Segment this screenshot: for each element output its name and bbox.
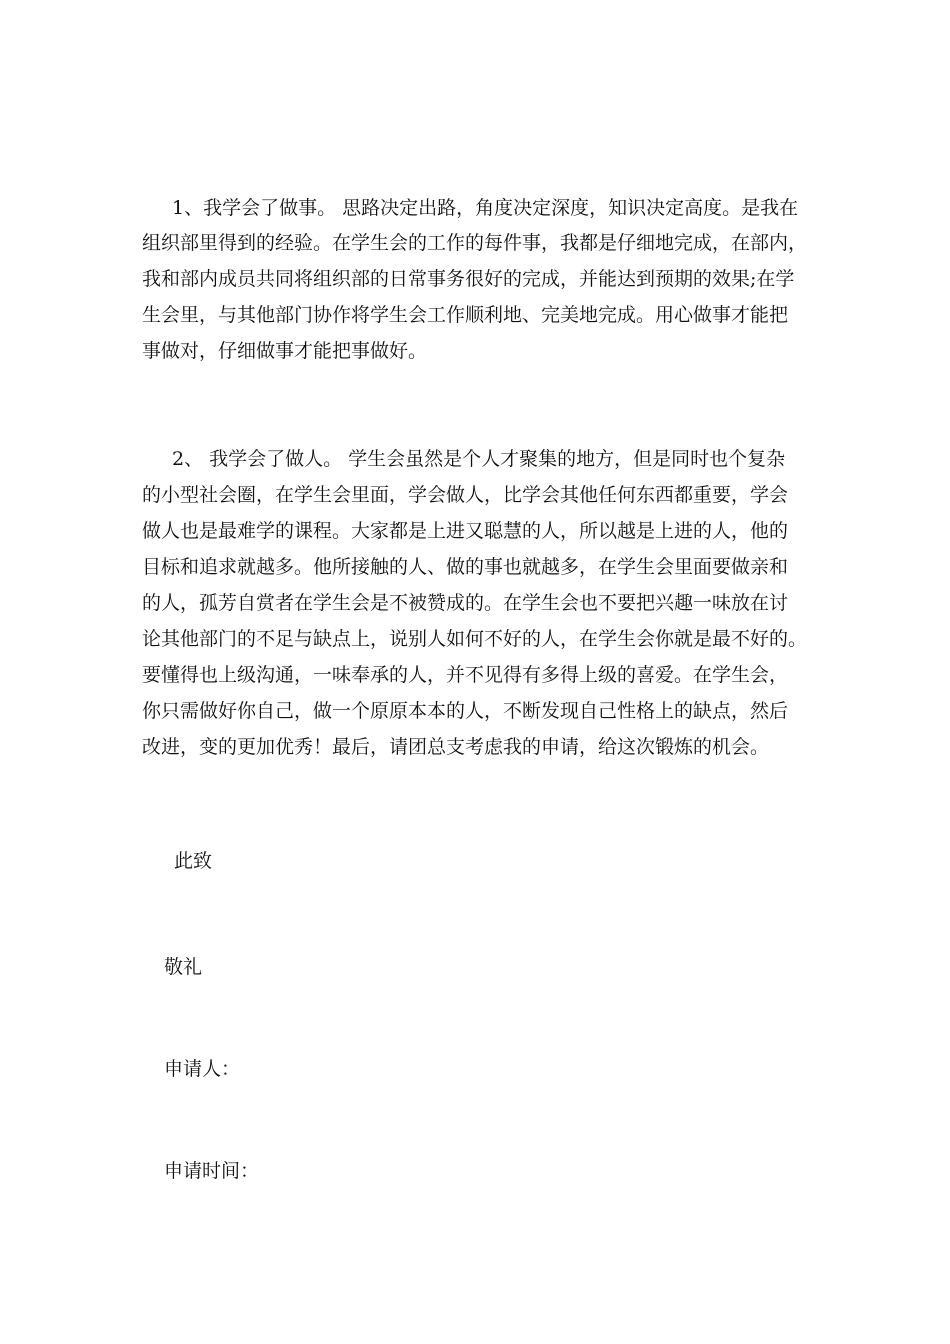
date-label: 申请时间： (164, 1160, 260, 1182)
closing-text: 此致 (174, 850, 213, 872)
paragraph-line: 组织部里得到的经验。在学生会的工作的每件事，我都是仔细地完成，在部内， (142, 232, 808, 254)
paragraph-line: 2、 我学会了做人。 学生会虽然是个人才聚集的地方，但是同时也个复杂 (172, 448, 786, 470)
paragraph-line: 改进，变的更加优秀！最后，请团总支考虑我的申请，给这次锻炼的机会。 (142, 736, 770, 758)
paragraph-line: 你只需做好你自己，做一个原原本本的人，不断发现自己性格上的缺点，然后 (142, 700, 789, 722)
paragraph-line: 事做对，仔细做事才能把事做好。 (142, 340, 428, 362)
paragraph-line: 生会里，与其他部门协作将学生会工作顺利地、完美地完成。用心做事才能把 (142, 304, 789, 326)
salute-text: 敬礼 (164, 956, 203, 978)
paragraph-line: 做人也是最难学的课程。大家都是上进又聪慧的人，所以越是上进的人，他的 (142, 520, 789, 542)
paragraph-line: 1、我学会了做事。 思路决定出路，角度决定深度，知识决定高度。是我在 (172, 197, 799, 219)
paragraph-line: 目标和追求就越多。他所接触的人、做的事也就越多，在学生会里面要做亲和 (142, 556, 789, 578)
paragraph-line: 的人，孤芳自赏者在学生会是不被赞成的。在学生会也不要把兴趣一味放在讨 (142, 592, 789, 614)
paragraph-line: 的小型社会圈，在学生会里面，学会做人，比学会其他任何东西都重要，学会 (142, 484, 789, 506)
applicant-label: 申请人： (164, 1058, 241, 1080)
paragraph-line: 要懂得也上级沟通，一味奉承的人，并不见得有多得上级的喜爱。在学生会， (142, 664, 789, 686)
paragraph-line: 论其他部门的不足与缺点上，说别人如何不好的人，在学生会你就是最不好的。 (142, 628, 808, 650)
paragraph-line: 我和部内成员共同将组织部的日常事务很好的完成，并能达到预期的效果;在学 (142, 268, 795, 290)
